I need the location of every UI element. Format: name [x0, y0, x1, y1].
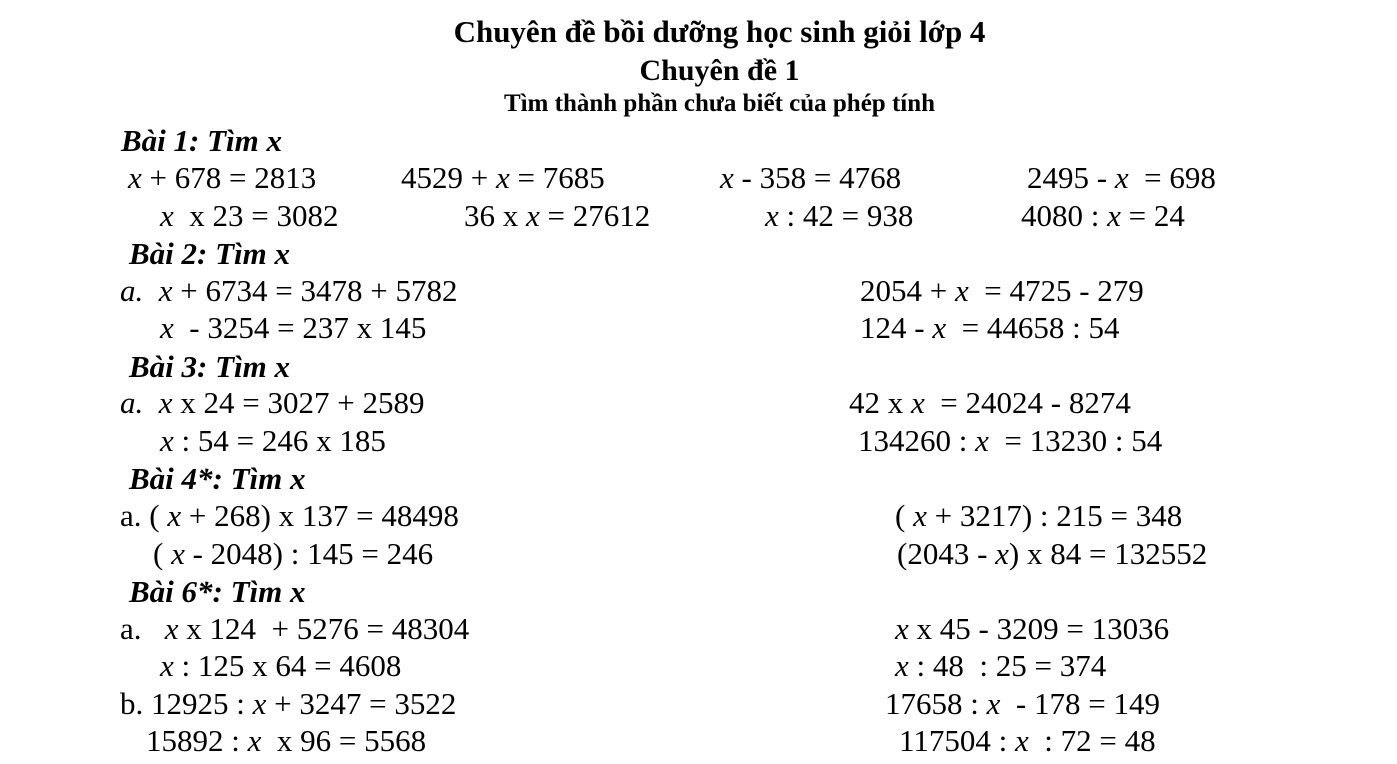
equation: 42 x x = 24024 - 8274 — [849, 385, 1131, 420]
equation: 4529 + x = 7685 — [401, 160, 605, 195]
document-topic: Tìm thành phần chưa biết của phép tính — [503, 90, 936, 117]
section-heading-2: Bài 2: Tìm x — [129, 236, 291, 271]
equation: x x 23 = 3082 — [160, 198, 339, 233]
equation: a. ( x + 268) x 137 = 48498 — [120, 498, 459, 533]
section-heading-3: Bài 3: Tìm x — [129, 349, 291, 384]
equation: x : 42 = 938 — [765, 198, 914, 233]
equation: x : 54 = 246 x 185 — [160, 423, 386, 458]
equation: 2495 - x = 698 — [1027, 160, 1216, 195]
equation: a. x x 124 + 5276 = 48304 — [120, 611, 470, 646]
equation: x : 48 : 25 = 374 — [895, 648, 1107, 683]
equation: 2054 + x = 4725 - 279 — [860, 273, 1144, 308]
equation: x - 3254 = 237 x 145 — [160, 310, 427, 345]
equation: x x 45 - 3209 = 13036 — [895, 611, 1170, 646]
equation: a. x x 24 = 3027 + 2589 — [120, 385, 425, 420]
equation: ( x - 2048) : 145 = 246 — [153, 536, 434, 571]
equation: 36 x x = 27612 — [464, 198, 651, 233]
equation: 124 - x = 44658 : 54 — [860, 310, 1120, 345]
equation: 134260 : x = 13230 : 54 — [858, 423, 1163, 458]
section-heading-6: Bài 6*: Tìm x — [129, 574, 306, 609]
equation: a. x + 6734 = 3478 + 5782 — [120, 273, 458, 308]
equation: ( x + 3217) : 215 = 348 — [895, 498, 1183, 533]
equation: 117504 : x : 72 = 48 — [899, 723, 1156, 758]
equation: x + 678 = 2813 — [128, 160, 317, 195]
equation: x : 125 x 64 = 4608 — [160, 648, 402, 683]
equation: 15892 : x x 96 = 5568 — [146, 723, 427, 758]
equation: x - 358 = 4768 — [720, 160, 902, 195]
equation: (2043 - x) x 84 = 132552 — [897, 536, 1208, 571]
equation: 17658 : x - 178 = 149 — [885, 686, 1160, 721]
equation: 4080 : x = 24 — [1021, 198, 1185, 233]
section-heading-1: Bài 1: Tìm x — [121, 123, 283, 158]
document-title: Chuyên đề bồi dưỡng học sinh giỏi lớp 4 — [453, 14, 986, 49]
equation: b. 12925 : x + 3247 = 3522 — [120, 686, 457, 721]
section-heading-4: Bài 4*: Tìm x — [129, 461, 306, 496]
document-subtitle: Chuyên đề 1 — [639, 54, 800, 87]
